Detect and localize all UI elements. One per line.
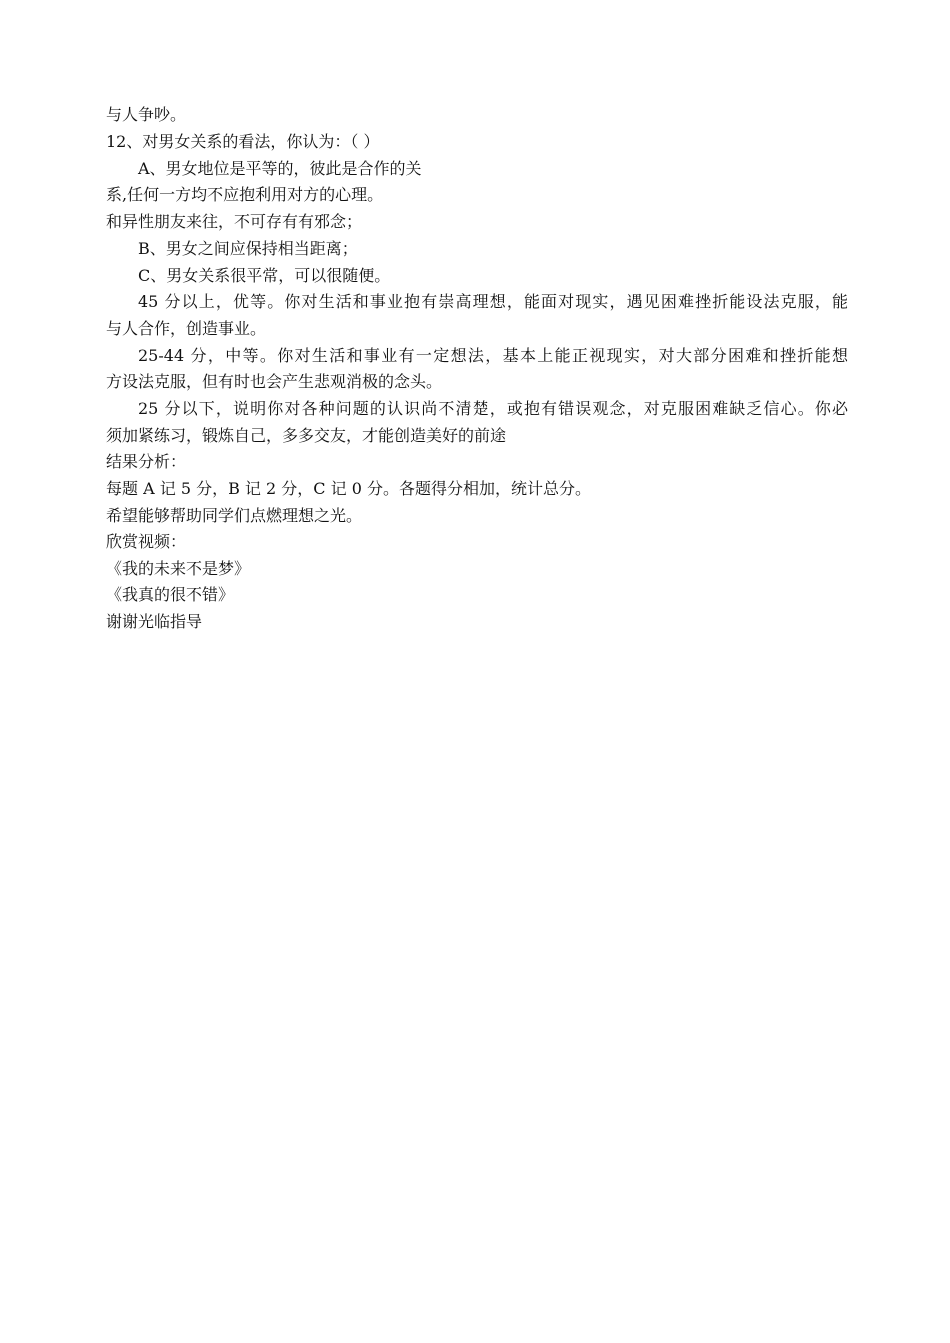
scoring-rule: 每题 A 记 5 分，B 记 2 分，C 记 0 分。各题得分相加，统计总分。 (106, 479, 591, 498)
section-heading: 欣赏视频： (106, 532, 187, 551)
text-line: 须加紧练习，锻炼自己，多多交友，才能创造美好的前途 (106, 426, 507, 445)
video-title: 《我的未来不是梦》 (106, 559, 251, 578)
option-a: A、男女地位是平等的，彼此是合作的关 (138, 159, 422, 178)
score-result-high: 45 分以上，优等。你对生活和事业抱有崇高理想，能面对现实，遇见困难挫折能设法克服，能 (138, 292, 848, 311)
section-heading: 结果分析： (106, 452, 187, 471)
text-line: 系,任何一方均不应抱利用对方的心理。 (106, 185, 384, 204)
option-c: C、男女关系很平常，可以很随便。 (138, 266, 391, 285)
option-b: B、男女之间应保持相当距离； (138, 239, 358, 258)
text-line: 方设法克服，但有时也会产生悲观消极的念头。 (106, 372, 443, 391)
text-line: 与人争吵。 (106, 105, 187, 124)
score-result-low: 25 分以下，说明你对各种问题的认识尚不清楚，或抱有错误观念，对克服困难缺乏信心。你必 (138, 399, 848, 418)
closing-line: 谢谢光临指导 (106, 612, 203, 631)
question-title: 12、对男女关系的看法，你认为：（ ） (106, 132, 380, 151)
text-line: 希望能够帮助同学们点燃理想之光。 (106, 506, 363, 525)
score-result-mid: 25-44 分，中等。你对生活和事业有一定想法，基本上能正视现实，对大部分困难和挫折能想 (138, 346, 848, 365)
text-line: 与人合作，创造事业。 (106, 319, 267, 338)
text-line: 和异性朋友来往，不可存有有邪念； (106, 212, 363, 231)
video-title: 《我真的很不错》 (106, 585, 235, 604)
